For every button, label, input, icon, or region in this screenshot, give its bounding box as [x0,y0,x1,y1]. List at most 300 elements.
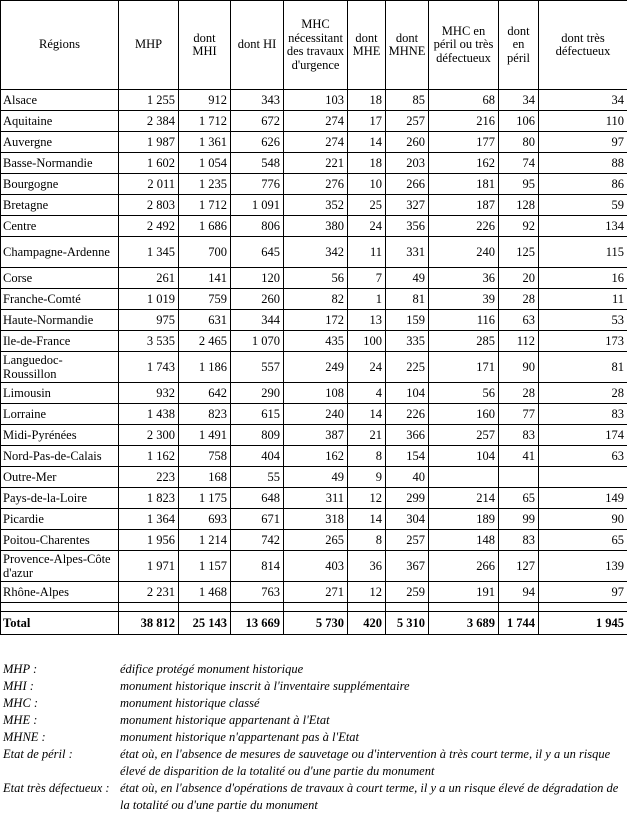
value-cell: 162 [284,446,348,467]
value-cell: 90 [499,352,539,383]
value-cell: 2 011 [119,174,179,195]
value-cell: 671 [231,509,284,530]
value-cell: 261 [119,268,179,289]
value-cell: 39 [429,289,499,310]
value-cell: 3 535 [119,331,179,352]
value-cell: 742 [231,530,284,551]
table-body [1,90,627,635]
value-cell: 63 [539,446,627,467]
value-cell: 814 [231,551,284,582]
value-cell: 56 [284,268,348,289]
value-cell: 189 [429,509,499,530]
col-header-mhe: dont MHE [348,1,386,90]
value-cell: 97 [539,132,627,153]
region-cell: Centre [1,216,119,237]
value-cell: 759 [179,289,231,310]
region-cell: Outre-Mer [1,467,119,488]
value-cell: 116 [429,310,499,331]
value-cell: 225 [386,352,429,383]
region-cell: Bourgogne [1,174,119,195]
legend-definition: état où, en l'absence de mesures de sauvetage ou d'intervention à très court terme, il y a un risque élevé de disparition de la totalité ou d'une partie du monument [120,747,611,778]
legend-term: Etat très défectueux : [3,781,110,795]
value-cell: 11 [539,289,627,310]
value-cell: 2 384 [119,111,179,132]
value-cell: 1 438 [119,404,179,425]
col-header-mhc-peril: MHC en péril ou très défectueux [429,1,499,90]
value-cell: 168 [179,467,231,488]
value-cell [539,467,627,488]
value-cell: 318 [284,509,348,530]
value-cell: 171 [429,352,499,383]
value-cell: 141 [179,268,231,289]
value-cell: 139 [539,551,627,582]
value-cell: 148 [429,530,499,551]
value-cell: 103 [284,90,348,111]
value-cell: 177 [429,132,499,153]
value-cell: 260 [231,289,284,310]
value-cell: 304 [386,509,429,530]
value-cell: 266 [429,551,499,582]
table-row [1,509,627,530]
value-cell: 65 [539,530,627,551]
value-cell: 24 [348,352,386,383]
value-cell: 173 [539,331,627,352]
table-row [1,310,627,331]
value-cell: 1 070 [231,331,284,352]
region-cell: Languedoc-Roussillon [1,352,119,383]
value-cell: 17 [348,111,386,132]
table-row [1,425,627,446]
value-cell: 100 [348,331,386,352]
value-cell: 41 [499,446,539,467]
legend-item [3,729,625,746]
value-cell: 2 300 [119,425,179,446]
value-cell: 257 [429,425,499,446]
value-cell: 975 [119,310,179,331]
col-header-hi: dont HI [231,1,284,90]
value-cell: 1 175 [179,488,231,509]
value-cell: 162 [429,153,499,174]
value-cell: 16 [539,268,627,289]
value-cell: 1 364 [119,509,179,530]
table-row [1,90,627,111]
value-cell: 1 214 [179,530,231,551]
region-cell: Basse-Normandie [1,153,119,174]
value-cell: 1 956 [119,530,179,551]
total-value-cell: 5 730 [284,612,348,635]
value-cell: 631 [179,310,231,331]
legend-item [3,695,625,712]
value-cell: 21 [348,425,386,446]
value-cell: 693 [179,509,231,530]
value-cell: 1 491 [179,425,231,446]
value-cell: 108 [284,383,348,404]
value-cell: 257 [386,111,429,132]
value-cell: 28 [539,383,627,404]
value-cell: 160 [429,404,499,425]
table-row [1,488,627,509]
table-row [1,383,627,404]
value-cell: 806 [231,216,284,237]
table-row [1,289,627,310]
value-cell: 104 [429,446,499,467]
legend-item [3,661,625,678]
value-cell: 90 [539,509,627,530]
value-cell: 1 157 [179,551,231,582]
table-row [1,530,627,551]
total-value-cell: 13 669 [231,612,284,635]
region-cell: Champagne-Ardenne [1,237,119,268]
value-cell: 645 [231,237,284,268]
spacer-cell [231,603,284,612]
spacer-cell [348,603,386,612]
value-cell: 1 971 [119,551,179,582]
value-cell: 115 [539,237,627,268]
value-cell: 257 [386,530,429,551]
value-cell: 672 [231,111,284,132]
value-cell: 1 686 [179,216,231,237]
value-cell: 776 [231,174,284,195]
value-cell: 343 [231,90,284,111]
table-row [1,153,627,174]
value-cell: 1 019 [119,289,179,310]
value-cell: 36 [348,551,386,582]
value-cell: 249 [284,352,348,383]
value-cell: 2 465 [179,331,231,352]
region-cell: Limousin [1,383,119,404]
total-value-cell: 5 310 [386,612,429,635]
value-cell: 81 [539,352,627,383]
region-cell: Bretagne [1,195,119,216]
value-cell: 10 [348,174,386,195]
value-cell: 28 [499,383,539,404]
region-cell: Nord-Pas-de-Calais [1,446,119,467]
value-cell [429,467,499,488]
legend-term: MHNE : [3,730,46,744]
value-cell: 11 [348,237,386,268]
region-cell: Provence-Alpes-Côte d'azur [1,551,119,582]
legend-definition: monument historique n'appartenant pas à l'Etat [120,730,360,744]
value-cell: 125 [499,237,539,268]
value-cell: 174 [539,425,627,446]
value-cell: 8 [348,530,386,551]
value-cell: 99 [499,509,539,530]
value-cell: 274 [284,132,348,153]
legend-term: Etat de péril : [3,747,73,761]
value-cell: 12 [348,582,386,603]
total-value-cell: 25 143 [179,612,231,635]
value-cell: 809 [231,425,284,446]
col-header-mhp: MHP [119,1,179,90]
table-row [1,331,627,352]
value-cell: 13 [348,310,386,331]
col-header-regions: Régions [1,1,119,90]
value-cell: 214 [429,488,499,509]
table-row [1,195,627,216]
value-cell: 9 [348,467,386,488]
value-cell: 763 [231,582,284,603]
value-cell: 154 [386,446,429,467]
value-cell: 40 [386,467,429,488]
spacer-cell [179,603,231,612]
value-cell: 74 [499,153,539,174]
spacer-cell [386,603,429,612]
table-row [1,174,627,195]
value-cell: 63 [499,310,539,331]
total-value-cell: 420 [348,612,386,635]
value-cell: 56 [429,383,499,404]
region-cell: Alsace [1,90,119,111]
legend-term: MHE : [3,713,38,727]
region-cell: Franche-Comté [1,289,119,310]
legend-definition: édifice protégé monument historique [120,662,304,676]
legend-item [3,678,625,695]
value-cell: 1 987 [119,132,179,153]
value-cell: 65 [499,488,539,509]
value-cell: 203 [386,153,429,174]
value-cell: 4 [348,383,386,404]
value-cell: 1 186 [179,352,231,383]
region-cell: Picardie [1,509,119,530]
table-row [1,352,627,383]
value-cell: 149 [539,488,627,509]
value-cell: 380 [284,216,348,237]
value-cell: 14 [348,404,386,425]
table-row [1,467,627,488]
value-cell: 82 [284,289,348,310]
value-cell: 25 [348,195,386,216]
value-cell: 223 [119,467,179,488]
value-cell: 1 162 [119,446,179,467]
value-cell: 274 [284,111,348,132]
value-cell: 97 [539,582,627,603]
col-header-mhne: dont MHNE [386,1,429,90]
legend-term: MHC : [3,696,39,710]
spacer-cell [284,603,348,612]
spacer-cell [539,603,627,612]
region-cell: Poitou-Charentes [1,530,119,551]
table-row [1,582,627,603]
value-cell: 387 [284,425,348,446]
value-cell: 110 [539,111,627,132]
value-cell: 404 [231,446,284,467]
value-cell: 49 [284,467,348,488]
value-cell: 615 [231,404,284,425]
value-cell: 128 [499,195,539,216]
value-cell: 311 [284,488,348,509]
table-row [1,111,627,132]
value-cell: 1 743 [119,352,179,383]
total-value-cell: 38 812 [119,612,179,635]
value-cell: 55 [231,467,284,488]
spacer-row [1,603,627,612]
value-cell: 331 [386,237,429,268]
value-cell: 95 [499,174,539,195]
value-cell: 81 [386,289,429,310]
legend-definition: état où, en l'absence d'opérations de travaux à court terme, il y a un risque élevé de dégradation de la totalité ou d'une partie du monument [120,781,619,812]
value-cell: 34 [499,90,539,111]
region-cell: Auvergne [1,132,119,153]
value-cell: 932 [119,383,179,404]
value-cell: 240 [284,404,348,425]
value-cell: 1 712 [179,111,231,132]
region-cell: Rhône-Alpes [1,582,119,603]
value-cell: 104 [386,383,429,404]
spacer-cell [1,603,119,612]
value-cell: 299 [386,488,429,509]
total-label: Total [1,612,119,635]
table-row [1,446,627,467]
value-cell: 216 [429,111,499,132]
value-cell: 221 [284,153,348,174]
legend-item [3,746,625,780]
region-cell: Pays-de-la-Loire [1,488,119,509]
value-cell: 134 [539,216,627,237]
value-cell: 12 [348,488,386,509]
value-cell: 352 [284,195,348,216]
value-cell: 8 [348,446,386,467]
value-cell: 1 [348,289,386,310]
value-cell: 191 [429,582,499,603]
value-cell: 112 [499,331,539,352]
region-cell: Midi-Pyrénées [1,425,119,446]
value-cell: 327 [386,195,429,216]
value-cell: 2 492 [119,216,179,237]
table-row [1,237,627,268]
value-cell: 548 [231,153,284,174]
col-header-tres-defectueux: dont très défectueux [539,1,627,90]
region-cell: Aquitaine [1,111,119,132]
value-cell: 271 [284,582,348,603]
legend-term: MHP : [3,662,38,676]
value-cell [499,467,539,488]
value-cell: 367 [386,551,429,582]
total-value-cell: 3 689 [429,612,499,635]
legend-term: MHI : [3,679,34,693]
value-cell: 28 [499,289,539,310]
col-header-peril: dont en péril [499,1,539,90]
value-cell: 912 [179,90,231,111]
value-cell: 120 [231,268,284,289]
value-cell: 356 [386,216,429,237]
value-cell: 68 [429,90,499,111]
value-cell: 344 [231,310,284,331]
legend-definition: monument historique inscrit à l'inventaire supplémentaire [120,679,410,693]
value-cell: 83 [539,404,627,425]
value-cell: 53 [539,310,627,331]
value-cell: 642 [179,383,231,404]
total-value-cell: 1 945 [539,612,627,635]
value-cell: 92 [499,216,539,237]
value-cell: 2 231 [119,582,179,603]
value-cell: 88 [539,153,627,174]
value-cell: 557 [231,352,284,383]
value-cell: 260 [386,132,429,153]
col-header-mhi: dont MHI [179,1,231,90]
value-cell: 18 [348,90,386,111]
legend-item [3,712,625,729]
value-cell: 335 [386,331,429,352]
value-cell: 265 [284,530,348,551]
value-cell: 290 [231,383,284,404]
value-cell: 226 [386,404,429,425]
value-cell: 77 [499,404,539,425]
value-cell: 14 [348,132,386,153]
value-cell: 7 [348,268,386,289]
value-cell: 285 [429,331,499,352]
value-cell: 259 [386,582,429,603]
value-cell: 172 [284,310,348,331]
value-cell: 758 [179,446,231,467]
value-cell: 1 712 [179,195,231,216]
header-row [1,1,627,90]
value-cell: 86 [539,174,627,195]
value-cell: 83 [499,530,539,551]
table-row [1,216,627,237]
value-cell: 266 [386,174,429,195]
col-header-mhc-urgent: MHC nécessitant des travaux d'urgence [284,1,348,90]
value-cell: 1 255 [119,90,179,111]
value-cell: 1 468 [179,582,231,603]
value-cell: 403 [284,551,348,582]
value-cell: 18 [348,153,386,174]
value-cell: 1 235 [179,174,231,195]
value-cell: 24 [348,216,386,237]
region-cell: Corse [1,268,119,289]
region-cell: Lorraine [1,404,119,425]
total-row [1,612,627,635]
value-cell: 1 823 [119,488,179,509]
value-cell: 20 [499,268,539,289]
value-cell: 181 [429,174,499,195]
legend-definition: monument historique appartenant à l'Etat [120,713,330,727]
value-cell: 2 803 [119,195,179,216]
value-cell: 700 [179,237,231,268]
value-cell: 366 [386,425,429,446]
value-cell: 159 [386,310,429,331]
value-cell: 342 [284,237,348,268]
region-cell: Haute-Normandie [1,310,119,331]
spacer-cell [499,603,539,612]
value-cell: 276 [284,174,348,195]
value-cell: 626 [231,132,284,153]
table-row [1,404,627,425]
value-cell: 59 [539,195,627,216]
legend-definition: monument historique classé [120,696,260,710]
value-cell: 187 [429,195,499,216]
value-cell: 1 091 [231,195,284,216]
value-cell: 435 [284,331,348,352]
spacer-cell [119,603,179,612]
table-row [1,268,627,289]
value-cell: 127 [499,551,539,582]
value-cell: 1 054 [179,153,231,174]
value-cell: 1 345 [119,237,179,268]
value-cell: 83 [499,425,539,446]
spacer-cell [429,603,499,612]
value-cell: 80 [499,132,539,153]
table-row [1,132,627,153]
value-cell: 94 [499,582,539,603]
value-cell: 36 [429,268,499,289]
table-row [1,551,627,582]
value-cell: 823 [179,404,231,425]
value-cell: 34 [539,90,627,111]
value-cell: 85 [386,90,429,111]
legend-item [3,780,625,814]
value-cell: 648 [231,488,284,509]
value-cell: 106 [499,111,539,132]
